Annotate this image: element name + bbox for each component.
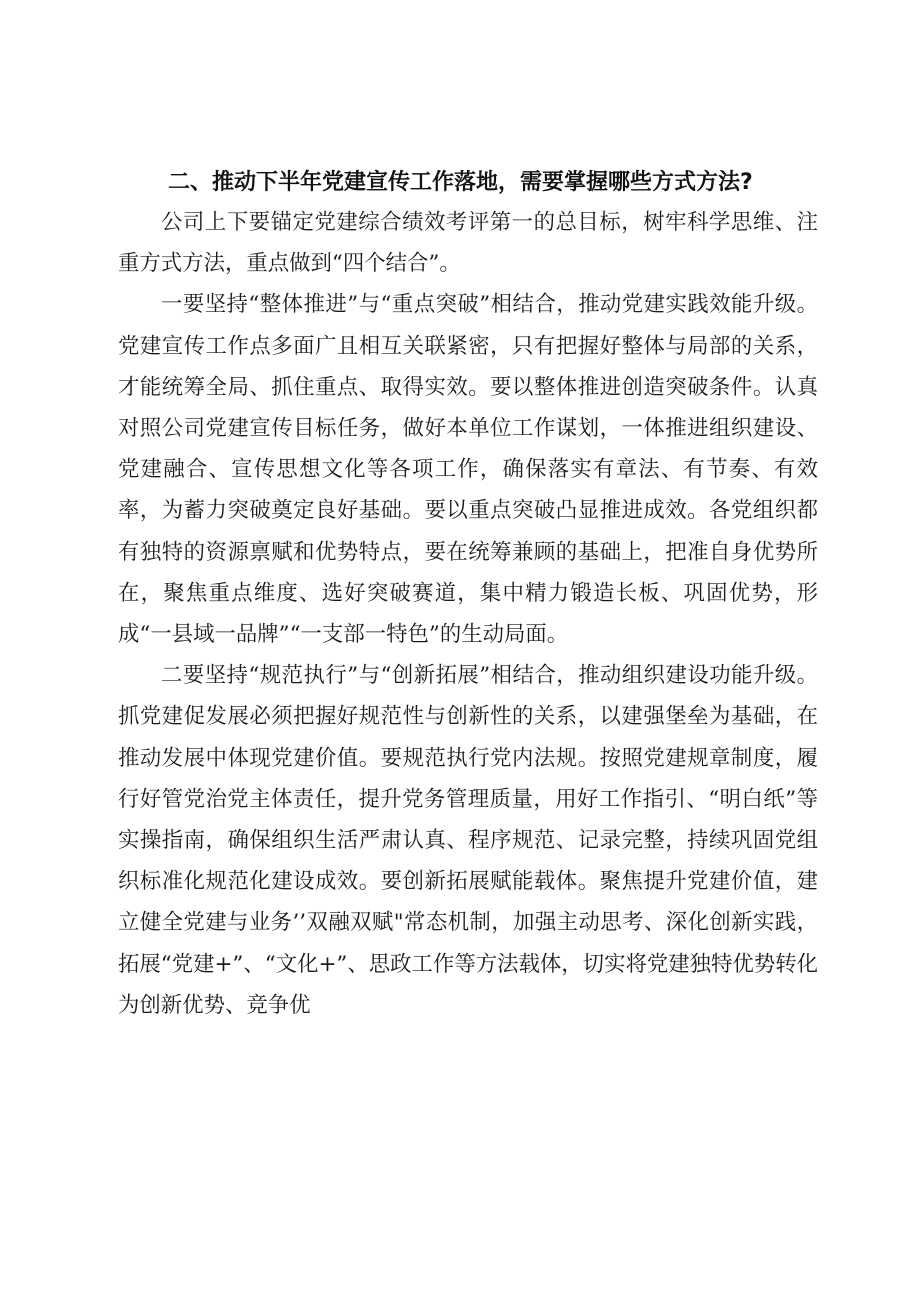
paragraph-point-one: 一要坚持“整体推进”与“重点突破”相结合，推动党建实践效能升级。党建宣传工作点多面广且相互关联紧密，只有把握好整体与局部的关系，才能统筹全局、抓住重点、取得实效。要以整体推进创造突破条件。认真对照公司党建宣传目标任务，做好本单位工作谋划，一体推进组织建设、党建融合、宣传思想文化等各项工作，确保落实有章法、有节奏、有效率，为蓄力突破奠定良好基础。要以重点突破凸显推进成效。各党组织都有独特的资源禀赋和优势特点，要在统筹兼顾的基础上，把准自身优势所在，聚焦重点维度、选好突破赛道，集中精力锻造长板、巩固优势，形成“一县域一品牌”“一支部一特色”的生动局面。 [118, 292, 818, 648]
section-heading: 二、推动下半年党建宣传工作落地，需要掌握哪些方式方法? [168, 170, 753, 195]
document-body [118, 164, 818, 1026]
paragraph-point-two: 二要坚持“规范执行”与“创新拓展”相结合，推动组织建设功能升级。抓党建促发展必须把握好规范性与创新性的关系，以建强堡垒为基础，在推动发展中体现党建价值。要规范执行党内法规。按照党建规章制度，履行好管党治党主体责任，提升党务管理质量，用好工作指引、“明白纸”等实操指南，确保组织生活严肃认真、程序规范、记录完整，持续巩固党组织标准化规范化建设成效。要创新拓展赋能载体。聚焦提升党建价值，建立健全党建与业务’’双融双赋"常态机制，加强主动思考、深化创新实践，拓展“党建+”、“文化+”、思政工作等方法载体，切实将党建独特优势转化为创新优势、竞争优 [118, 663, 818, 1018]
paragraph-intro: 公司上下要锚定党建综合绩效考评第一的总目标，树牢科学思维、注重方式方法，重点做到“四个结合”。 [118, 210, 818, 277]
